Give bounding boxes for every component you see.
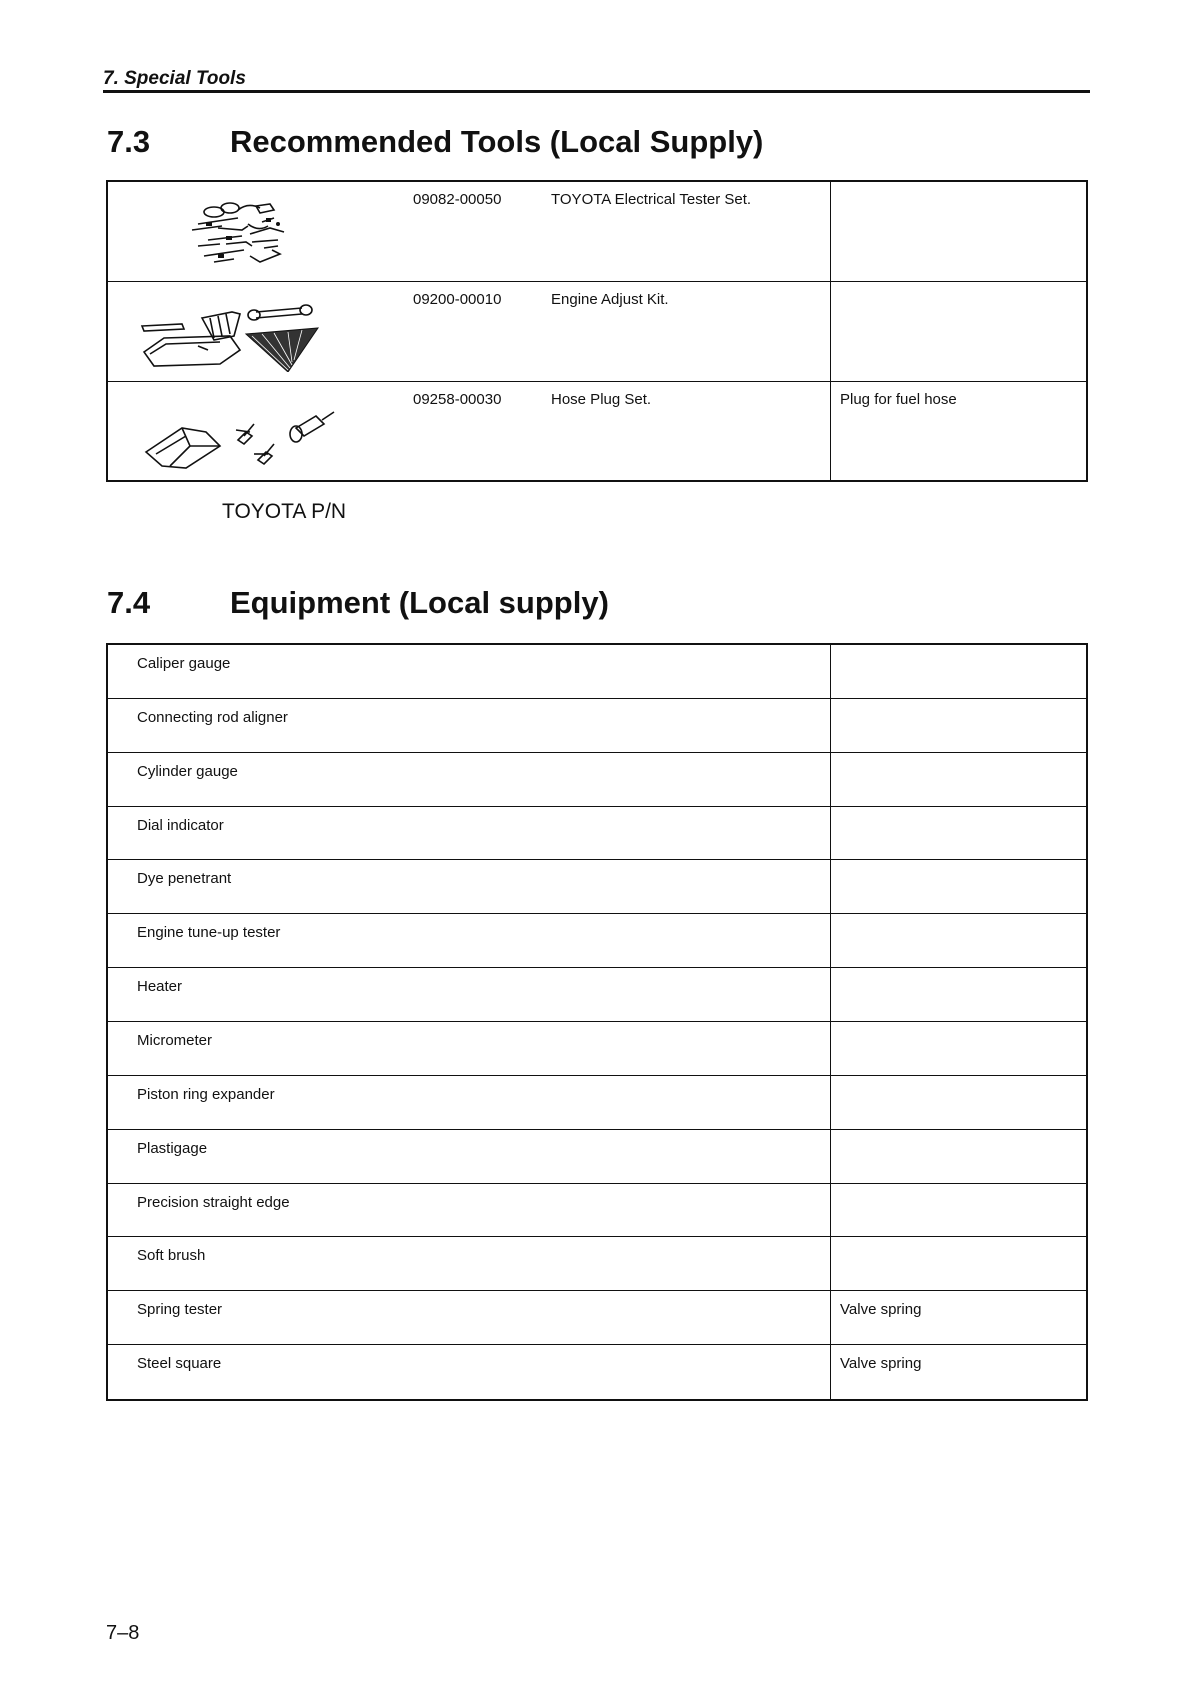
table-row bbox=[108, 753, 1086, 807]
equipment-name: Soft brush bbox=[137, 1247, 206, 1265]
equipment-name: Piston ring expander bbox=[137, 1085, 275, 1103]
table-row bbox=[108, 382, 1086, 480]
table-row bbox=[108, 1345, 1086, 1399]
tool-note: Plug for fuel hose bbox=[840, 391, 957, 408]
equipment-name: Precision straight edge bbox=[137, 1193, 290, 1211]
engine-adjust-kit-illustration bbox=[138, 296, 338, 372]
section-title: Recommended Tools (Local Supply) bbox=[230, 124, 764, 159]
header-rule bbox=[103, 90, 1090, 93]
table-row bbox=[108, 645, 1086, 699]
recommended-tools-table bbox=[106, 180, 1088, 482]
equipment-name: Micrometer bbox=[137, 1032, 213, 1049]
table-row bbox=[108, 699, 1086, 753]
table-row bbox=[108, 1237, 1086, 1291]
equipment-name: Plastigage bbox=[137, 1139, 208, 1157]
section-title: Equipment (Local supply) bbox=[230, 585, 609, 620]
section-7-3-heading bbox=[107, 124, 1007, 164]
hose-plug-set-illustration bbox=[142, 400, 342, 476]
table-row bbox=[108, 282, 1086, 382]
table-row bbox=[108, 1291, 1086, 1345]
part-number: 09082-00050 bbox=[413, 191, 502, 208]
chapter-header: 7. Special Tools bbox=[103, 68, 246, 89]
tool-name: TOYOTA Electrical Tester Set. bbox=[551, 191, 752, 208]
part-number: 09258-00030 bbox=[413, 391, 502, 408]
table-row bbox=[108, 914, 1086, 968]
equipment-name: Connecting rod aligner bbox=[137, 708, 288, 726]
equipment-name: Heater bbox=[137, 978, 183, 996]
tool-name: Engine Adjust Kit. bbox=[551, 291, 669, 308]
equipment-name: Steel square bbox=[137, 1355, 222, 1373]
page-number: 7–8 bbox=[106, 1622, 140, 1644]
equipment-table bbox=[106, 643, 1088, 1401]
section-7-4-heading bbox=[107, 585, 1007, 625]
electrical-tester-set-illustration bbox=[178, 200, 298, 272]
table-row bbox=[108, 807, 1086, 861]
equipment-name: Caliper gauge bbox=[137, 655, 231, 672]
section-number: 7.4 bbox=[107, 585, 151, 620]
table-row bbox=[108, 182, 1086, 282]
equipment-name: Spring tester bbox=[137, 1301, 223, 1319]
equipment-name: Engine tune-up tester bbox=[137, 924, 281, 942]
part-number-caption: TOYOTA P/N bbox=[222, 500, 347, 523]
tool-name: Hose Plug Set. bbox=[551, 391, 652, 408]
equipment-name: Dye penetrant bbox=[137, 870, 232, 888]
table-row bbox=[108, 1076, 1086, 1130]
equipment-name: Cylinder gauge bbox=[137, 762, 238, 780]
table-row bbox=[108, 860, 1086, 914]
section-number: 7.3 bbox=[107, 124, 151, 159]
equipment-note: Valve spring bbox=[840, 1355, 922, 1373]
table-row bbox=[108, 1130, 1086, 1184]
part-number: 09200-00010 bbox=[413, 291, 502, 308]
equipment-name: Dial indicator bbox=[137, 816, 224, 834]
equipment-note: Valve spring bbox=[840, 1301, 922, 1319]
table-row bbox=[108, 1022, 1086, 1076]
table-row bbox=[108, 968, 1086, 1022]
table-row bbox=[108, 1184, 1086, 1238]
